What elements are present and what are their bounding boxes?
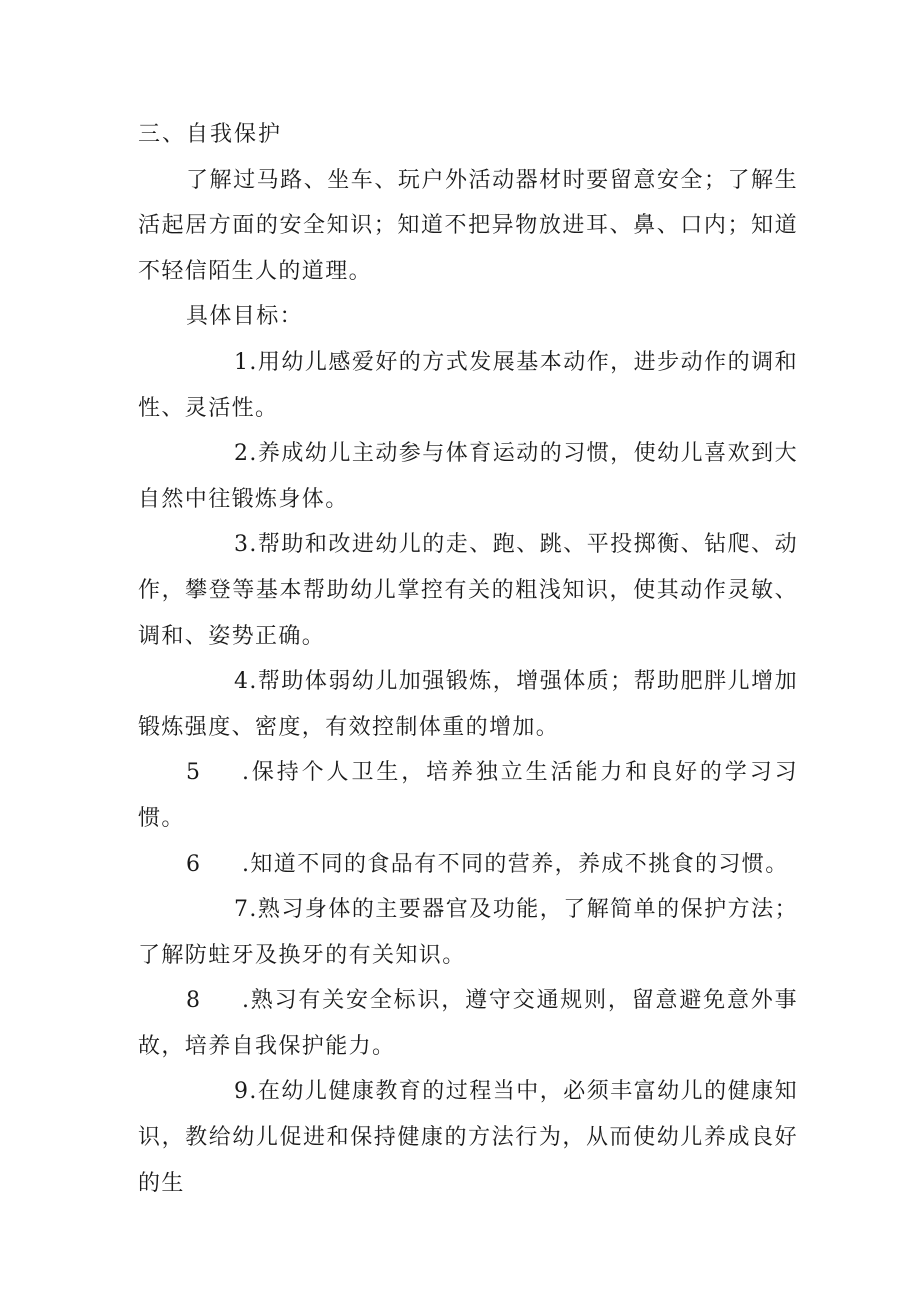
goal-number: 2 [234, 441, 250, 467]
goal-number: 8 [186, 988, 202, 1014]
intro-paragraph: 了解过马路、坐车、玩户外活动器材时要留意安全；了解生活起居方面的安全知识；知道不把异物放进耳、鼻、口内；知道不轻信陌生人的道理。 [138, 167, 798, 284]
goal-item-3 [138, 522, 798, 659]
goal-number: 1 [234, 349, 250, 375]
goal-item-1 [138, 340, 798, 431]
goal-text: .帮助和改进幼儿的走、跑、跳、平投掷衡、钻爬、动作，攀登等基本帮助幼儿掌控有关的粗浅知识，使其动作灵敏、调和、姿势正确。 [138, 532, 798, 649]
goal-item-7 [138, 887, 798, 978]
goal-text: .知道不同的食品有不同的营养，养成不挑食的习惯。 [242, 851, 789, 877]
goal-number: 5 [186, 760, 202, 786]
goal-text: .帮助体弱幼儿加强锻炼，增强体质；帮助肥胖儿增加锻炼强度、密度，有效控制体重的增加。 [138, 669, 798, 740]
document-body [138, 112, 798, 1206]
goal-item-4 [138, 659, 798, 750]
goal-item-9 [138, 1069, 798, 1206]
goal-item-8 [138, 978, 798, 1069]
goal-number: 9 [234, 1079, 250, 1105]
section-heading: 三、自我保护 [138, 122, 283, 147]
goal-item-6 [138, 842, 798, 888]
goal-item-2 [138, 431, 798, 522]
goal-text: .保持个人卫生，培养独立生活能力和良好的学习习惯。 [138, 760, 798, 831]
goal-text: .在幼儿健康教育的过程当中，必须丰富幼儿的健康知识，教给幼儿促进和保持健康的方法行为，从而使幼儿养成良好的生 [138, 1079, 798, 1196]
goal-text: .用幼儿感爱好的方式发展基本动作，进步动作的调和性、灵活性。 [138, 349, 798, 421]
goal-text: .熟习有关安全标识，遵守交通规则，留意避免意外事故，培养自我保护能力。 [138, 988, 798, 1059]
goal-item-5 [138, 750, 798, 841]
goals-label: 具体目标： [186, 304, 304, 330]
goal-number: 3 [234, 532, 250, 558]
goal-number: 4 [234, 669, 250, 695]
goal-number: 7 [234, 897, 250, 923]
goal-text: .养成幼儿主动参与体育运动的习惯，使幼儿喜欢到大自然中往锻炼身体。 [138, 441, 798, 512]
goal-text: .熟习身体的主要器官及功能，了解简单的保护方法；了解防蛀牙及换牙的有关知识。 [138, 897, 798, 968]
goal-number: 6 [186, 851, 202, 877]
